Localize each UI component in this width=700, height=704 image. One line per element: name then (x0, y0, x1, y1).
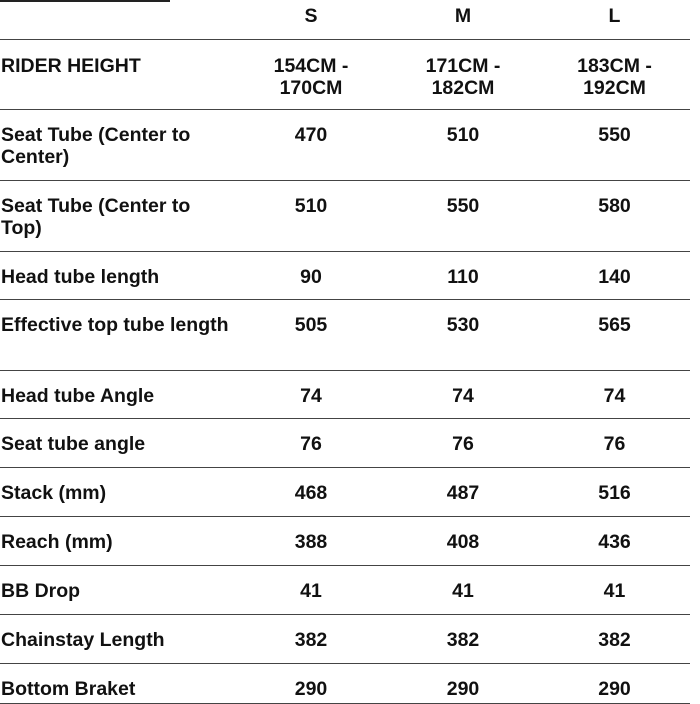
cell-size-m: 487 (446, 481, 480, 504)
header-size-s: S (235, 0, 387, 39)
table-row (0, 418, 690, 467)
table-row (0, 251, 690, 299)
row-label: Head tube Angle (1, 384, 155, 407)
cell-size-l: 580 (598, 194, 631, 217)
cell-size-m: 41 (452, 579, 474, 602)
cell-size-m: 382 (446, 628, 480, 651)
cell-size-l: 436 (598, 530, 631, 553)
table-row (0, 370, 690, 418)
cell-size-s: 41 (300, 579, 322, 602)
cell-size-l: 183CM - 192CM (577, 54, 652, 99)
cell-size-s: 468 (294, 481, 328, 504)
table-row (0, 467, 690, 516)
row-label: Stack (mm) (1, 481, 107, 504)
cell-size-l: 290 (598, 677, 631, 700)
cell-size-m: 76 (452, 432, 474, 455)
table-row (0, 299, 690, 370)
table-row (0, 565, 690, 614)
cell-size-m: 530 (446, 313, 480, 336)
cell-size-m: 74 (452, 384, 474, 407)
cell-size-l: 140 (598, 265, 631, 288)
cell-size-l: 74 (603, 384, 626, 407)
header-label-cell (0, 0, 235, 39)
table-row (0, 39, 690, 109)
row-label: Bottom Braket (1, 677, 136, 700)
cell-size-l: 76 (603, 432, 626, 455)
row-label: Chainstay Length (1, 628, 165, 651)
cell-size-l: 565 (598, 313, 631, 336)
table-row (0, 180, 690, 251)
row-label: Effective top tube length (1, 313, 229, 336)
row-label: Reach (mm) (1, 530, 113, 553)
table-row (0, 516, 690, 565)
cell-size-m: 408 (446, 530, 480, 553)
row-label: RIDER HEIGHT (1, 54, 141, 77)
row-label: Seat Tube (Center to Center) (1, 123, 191, 168)
row-label: Seat tube angle (1, 432, 146, 455)
table-row (0, 109, 690, 180)
cell-size-s: 154CM - 170CM (273, 54, 349, 99)
cell-size-m: 171CM - 182CM (425, 54, 501, 99)
cell-size-l: 41 (603, 579, 626, 602)
cell-size-s: 510 (294, 194, 328, 217)
cell-size-m: 110 (447, 265, 479, 288)
table-row (0, 614, 690, 663)
cell-size-s: 388 (294, 530, 328, 553)
cell-size-l: 516 (598, 481, 631, 504)
cell-size-m: 290 (446, 677, 480, 700)
cell-size-s: 382 (294, 628, 328, 651)
header-size-l: L (539, 0, 690, 39)
cell-size-l: 382 (598, 628, 631, 651)
cell-size-m: 550 (446, 194, 480, 217)
cell-size-s: 470 (294, 123, 328, 146)
table-row (0, 663, 690, 703)
cell-size-m: 510 (446, 123, 480, 146)
cell-size-l: 550 (598, 123, 631, 146)
cell-size-s: 74 (300, 384, 322, 407)
cell-size-s: 90 (300, 265, 322, 288)
row-label: BB Drop (1, 579, 81, 602)
cell-size-s: 505 (294, 313, 328, 336)
header-size-m: M (387, 0, 539, 39)
header-row (0, 0, 690, 39)
row-label: Seat Tube (Center to Top) (1, 194, 191, 239)
cell-size-s: 76 (300, 432, 322, 455)
row-label: Head tube length (1, 265, 160, 288)
cell-size-s: 290 (294, 677, 328, 700)
